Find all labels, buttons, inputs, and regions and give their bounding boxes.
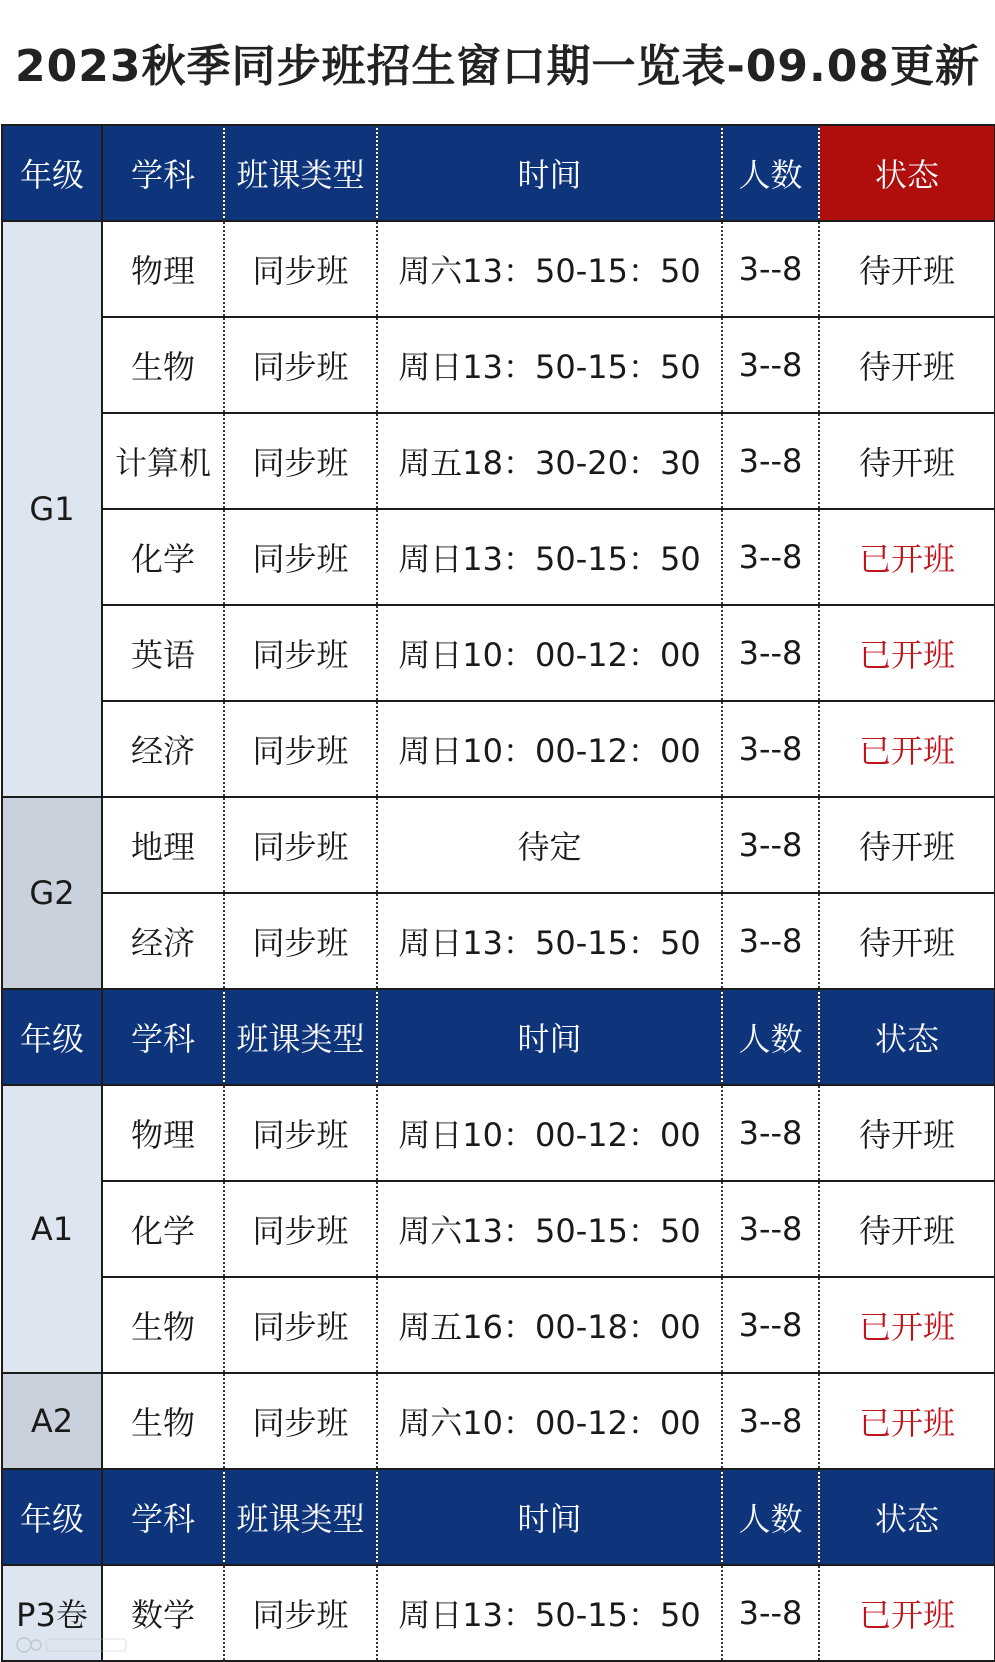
time-cell: 周五16：00-18：00 <box>377 1277 722 1373</box>
table-row <box>2 1085 995 1181</box>
page-title: 2023秋季同步班招生窗口期一览表-09.08更新 <box>15 41 980 92</box>
table-row <box>2 221 995 317</box>
class-type-cell: 同步班 <box>224 317 377 413</box>
class-type-cell: 同步班 <box>224 893 377 989</box>
time-cell: 周六10：00-12：00 <box>377 1373 722 1469</box>
header-time: 时间 <box>377 989 722 1085</box>
table-row <box>2 413 995 509</box>
count-cell: 3--8 <box>722 797 819 893</box>
header-count: 人数 <box>722 989 819 1085</box>
status-cell: 待开班 <box>819 1181 995 1277</box>
table-row <box>2 1277 995 1373</box>
class-type-cell: 同步班 <box>224 1085 377 1181</box>
subject-cell: 化学 <box>102 1181 224 1277</box>
header-time: 时间 <box>377 125 722 221</box>
header-class-type: 班课类型 <box>224 989 377 1085</box>
count-cell: 3--8 <box>722 1373 819 1469</box>
count-cell: 3--8 <box>722 221 819 317</box>
header-status: 状态 <box>819 125 995 221</box>
status-cell: 待开班 <box>819 1085 995 1181</box>
time-cell: 周日13：50-15：50 <box>377 1565 722 1661</box>
subject-cell: 物理 <box>102 1085 224 1181</box>
subject-cell: 经济 <box>102 701 224 797</box>
table-row <box>2 509 995 605</box>
class-type-cell: 同步班 <box>224 1277 377 1373</box>
header-subject: 学科 <box>102 125 224 221</box>
header-class-type: 班课类型 <box>224 1469 377 1565</box>
subject-cell: 计算机 <box>102 413 224 509</box>
class-type-cell: 同步班 <box>224 1373 377 1469</box>
status-cell: 已开班 <box>819 605 995 701</box>
schedule-table-body <box>2 125 995 1661</box>
time-cell: 周日10：00-12：00 <box>377 701 722 797</box>
header-subject: 学科 <box>102 1469 224 1565</box>
table-header-row <box>2 1469 995 1565</box>
status-cell: 待开班 <box>819 413 995 509</box>
subject-cell: 数学 <box>102 1565 224 1661</box>
grade-cell: P3卷 <box>2 1565 102 1661</box>
subject-cell: 生物 <box>102 1277 224 1373</box>
count-cell: 3--8 <box>722 605 819 701</box>
time-cell: 周六13：50-15：50 <box>377 221 722 317</box>
header-count: 人数 <box>722 1469 819 1565</box>
header-status: 状态 <box>819 989 995 1085</box>
class-type-cell: 同步班 <box>224 1565 377 1661</box>
subject-cell: 物理 <box>102 221 224 317</box>
count-cell: 3--8 <box>722 509 819 605</box>
time-cell: 待定 <box>377 797 722 893</box>
status-cell: 已开班 <box>819 1277 995 1373</box>
table-row <box>2 605 995 701</box>
status-cell: 待开班 <box>819 797 995 893</box>
count-cell: 3--8 <box>722 413 819 509</box>
header-grade: 年级 <box>2 125 102 221</box>
class-type-cell: 同步班 <box>224 509 377 605</box>
count-cell: 3--8 <box>722 1085 819 1181</box>
table-row <box>2 1181 995 1277</box>
header-grade: 年级 <box>2 989 102 1085</box>
table-row <box>2 317 995 413</box>
time-cell: 周日10：00-12：00 <box>377 1085 722 1181</box>
status-cell: 已开班 <box>819 509 995 605</box>
header-class-type: 班课类型 <box>224 125 377 221</box>
subject-cell: 地理 <box>102 797 224 893</box>
class-type-cell: 同步班 <box>224 701 377 797</box>
grade-cell: G2 <box>2 797 102 989</box>
count-cell: 3--8 <box>722 1565 819 1661</box>
class-type-cell: 同步班 <box>224 797 377 893</box>
status-cell: 待开班 <box>819 317 995 413</box>
time-cell: 周六13：50-15：50 <box>377 1181 722 1277</box>
subject-cell: 经济 <box>102 893 224 989</box>
class-type-cell: 同步班 <box>224 221 377 317</box>
count-cell: 3--8 <box>722 701 819 797</box>
status-cell: 待开班 <box>819 893 995 989</box>
table-header-row <box>2 989 995 1085</box>
count-cell: 3--8 <box>722 1181 819 1277</box>
table-row <box>2 797 995 893</box>
header-subject: 学科 <box>102 989 224 1085</box>
class-type-cell: 同步班 <box>224 605 377 701</box>
class-type-cell: 同步班 <box>224 413 377 509</box>
time-cell: 周日13：50-15：50 <box>377 893 722 989</box>
time-cell: 周日13：50-15：50 <box>377 317 722 413</box>
status-cell: 待开班 <box>819 221 995 317</box>
header-count: 人数 <box>722 125 819 221</box>
count-cell: 3--8 <box>722 317 819 413</box>
time-cell: 周五18：30-20：30 <box>377 413 722 509</box>
count-cell: 3--8 <box>722 1277 819 1373</box>
table-row <box>2 701 995 797</box>
subject-cell: 英语 <box>102 605 224 701</box>
subject-cell: 化学 <box>102 509 224 605</box>
subject-cell: 生物 <box>102 1373 224 1469</box>
class-type-cell: 同步班 <box>224 1181 377 1277</box>
time-cell: 周日10：00-12：00 <box>377 605 722 701</box>
status-cell: 已开班 <box>819 1565 995 1661</box>
table-row <box>2 1373 995 1469</box>
subject-cell: 生物 <box>102 317 224 413</box>
grade-cell: A2 <box>2 1373 102 1469</box>
grade-cell: A1 <box>2 1085 102 1373</box>
grade-cell: G1 <box>2 221 102 797</box>
header-status: 状态 <box>819 1469 995 1565</box>
brand-logo-watermark-icon <box>14 1634 134 1656</box>
schedule-table <box>1 124 995 1662</box>
status-cell: 已开班 <box>819 1373 995 1469</box>
table-row <box>2 1565 995 1661</box>
table-header-row <box>2 125 995 221</box>
header-grade: 年级 <box>2 1469 102 1565</box>
header-time: 时间 <box>377 1469 722 1565</box>
status-cell: 已开班 <box>819 701 995 797</box>
count-cell: 3--8 <box>722 893 819 989</box>
time-cell: 周日13：50-15：50 <box>377 509 722 605</box>
table-row <box>2 893 995 989</box>
